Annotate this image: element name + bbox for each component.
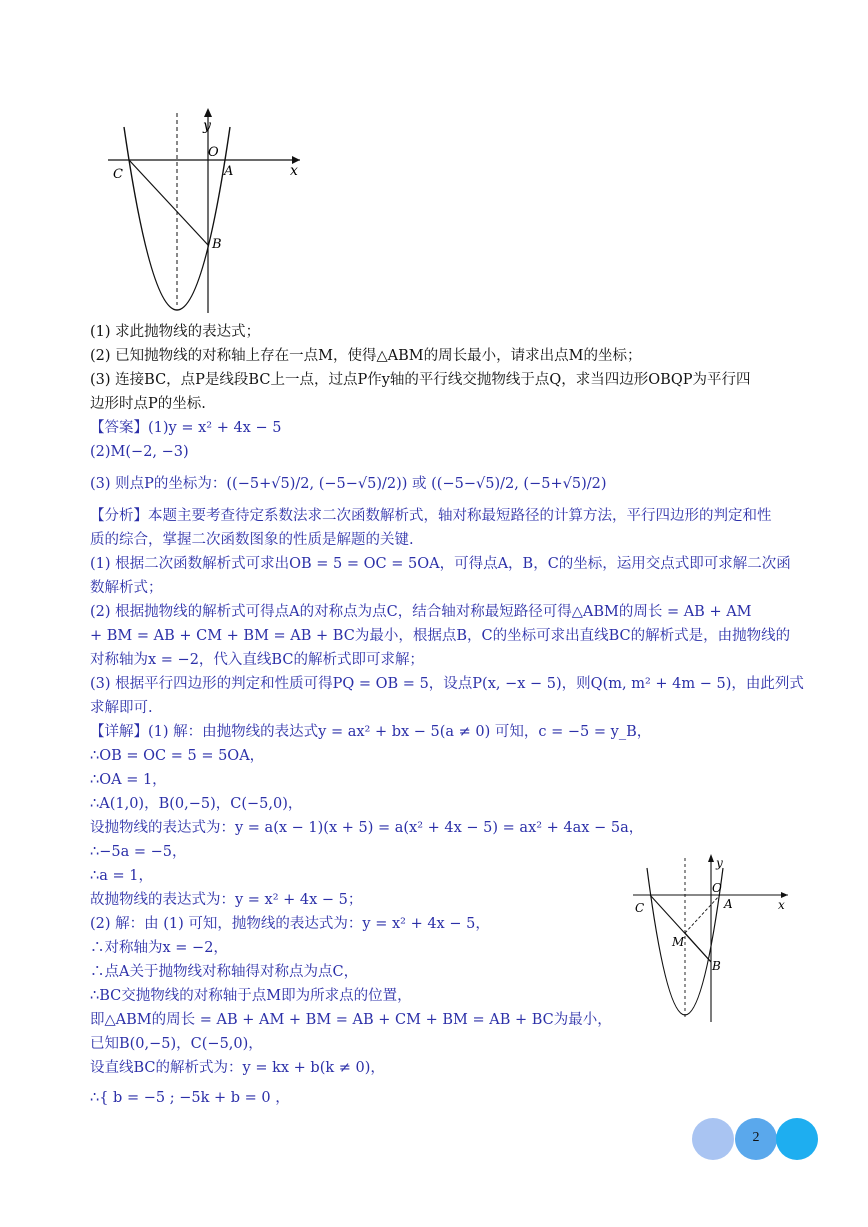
- detail-line-5: ∴−5a = −5，: [90, 844, 187, 860]
- analysis-line-5: + BM = AB + CM + BM = AB + BC为最小，根据点B，C的坐标可求出直线BC的解析式是，由抛物线的: [90, 628, 791, 644]
- fig2-a-label: A: [724, 897, 733, 911]
- fig1-a-label: A: [224, 164, 234, 179]
- fig1-x-label: x: [290, 163, 298, 179]
- answer-line-1: [90, 418, 281, 438]
- fig2-o-label: O: [712, 881, 722, 895]
- question-3: (3) 连接BC，点P是线段BC上一点，过点P作y轴的平行线交抛物线于点Q，求当四边形OBQP为平行四: [90, 372, 751, 388]
- parabola-figure-2: [628, 852, 793, 1027]
- analysis-line-6: 对称轴为x = −2，代入直线BC的解析式即可求解；: [90, 652, 424, 668]
- fig2-y-label: y: [716, 856, 723, 870]
- question-3-cont: 边形时点P的坐标.: [90, 396, 206, 412]
- detail-line-1: ∴OB = OC = 5 = 5OA，: [90, 748, 265, 764]
- question-1: (1) 求此抛物线的表达式；: [90, 324, 261, 340]
- detail-line-12: 即△ABM的周长 = AB + AM + BM = AB + CM + BM = AB + BC为最小，: [90, 1012, 612, 1028]
- analysis-line-7: (3) 根据平行四边形的判定和性质可得PQ = OB = 5，设点P(x, −x − 5)，则Q(m, m² + 4m − 5)，由此列式: [90, 676, 804, 692]
- fig1-o-label: O: [208, 145, 219, 160]
- answer-2: (2)M(−2, −3): [90, 444, 189, 460]
- analysis-tag: 【分析】: [90, 508, 148, 524]
- fig2-b-label: B: [712, 959, 721, 973]
- page-circle-right: [776, 1118, 818, 1160]
- detail-line-4: 设抛物线的表达式为：y = a(x − 1)(x + 5) = a(x² + 4x − 5) = ax² + 4ax − 5a，: [90, 820, 644, 836]
- page-circle-left: [692, 1118, 734, 1160]
- detail-line-7: 故抛物线的表达式为：y = x² + 4x − 5；: [90, 892, 363, 908]
- detail-line-6: ∴a = 1，: [90, 868, 153, 884]
- detail-line-9: ∴对称轴为x = −2，: [90, 940, 228, 956]
- analysis-line-2: (1) 根据二次函数解析式可求出OB = 5 = OC = 5OA，可得点A，B，C的坐标，运用交点式即可求解二次函: [90, 556, 791, 572]
- answer-tag: 【答案】: [90, 420, 148, 436]
- detail-line-2: ∴OA = 1，: [90, 772, 167, 788]
- fig1-b-label: B: [212, 237, 222, 252]
- detail-line-0: [90, 722, 651, 742]
- analysis-line-3: 数解析式；: [90, 580, 163, 596]
- answer-3: (3) 则点P的坐标为：((−5+√5)/2, (−5−√5)/2)) 或 ((−5−√5)/2, (−5+√5)/2): [90, 476, 607, 492]
- detail-line-13: 已知B(0,−5)，C(−5,0)，: [90, 1036, 263, 1052]
- detail-line-15: ∴{ b = −5 ; −5k + b = 0 ，: [90, 1090, 290, 1106]
- detail-tag: 【详解】: [90, 724, 148, 740]
- page-number: 2: [752, 1130, 760, 1145]
- fig2-c-label: C: [635, 901, 645, 915]
- detail-text-0: (1) 解：由抛物线的表达式y = ax² + bx − 5(a ≠ 0) 可知，c = −5 = y_B，: [148, 724, 652, 740]
- analysis-line-0: [90, 506, 772, 526]
- analysis-text-0: 本题主要考查待定系数法求二次函数解析式，轴对称最短路径的计算方法，平行四边形的判定和性: [148, 508, 772, 524]
- detail-line-3: ∴A(1,0)，B(0,−5)，C(−5,0)，: [90, 796, 303, 812]
- fig1-y-label: y: [203, 118, 211, 134]
- question-2: (2) 已知抛物线的对称轴上存在一点M，使得△ABM的周长最小，请求出点M的坐标；: [90, 348, 642, 364]
- analysis-line-4: (2) 根据抛物线的解析式可得点A的对称点为点C，结合轴对称最短路径可得△ABM的周长 = AB + AM: [90, 604, 752, 620]
- fig1-c-label: C: [113, 167, 123, 182]
- detail-line-10: ∴点A关于抛物线对称轴得对称点为点C，: [90, 964, 359, 980]
- parabola-figure-1: [100, 105, 310, 320]
- detail-line-14: 设直线BC的解析式为：y = kx + b(k ≠ 0)，: [90, 1060, 385, 1076]
- analysis-line-8: 求解即可.: [90, 700, 153, 716]
- fig2-m-label: M: [672, 935, 685, 949]
- answer-1: (1)y = x² + 4x − 5: [148, 420, 282, 436]
- detail-line-11: ∴BC交抛物线的对称轴于点M即为所求点的位置，: [90, 988, 412, 1004]
- detail-line-8: (2) 解：由 (1) 可知，抛物线的表达式为：y = x² + 4x − 5，: [90, 916, 490, 932]
- fig2-x-label: x: [778, 898, 785, 912]
- analysis-line-1: 质的综合，掌握二次函数图象的性质是解题的关键.: [90, 532, 414, 548]
